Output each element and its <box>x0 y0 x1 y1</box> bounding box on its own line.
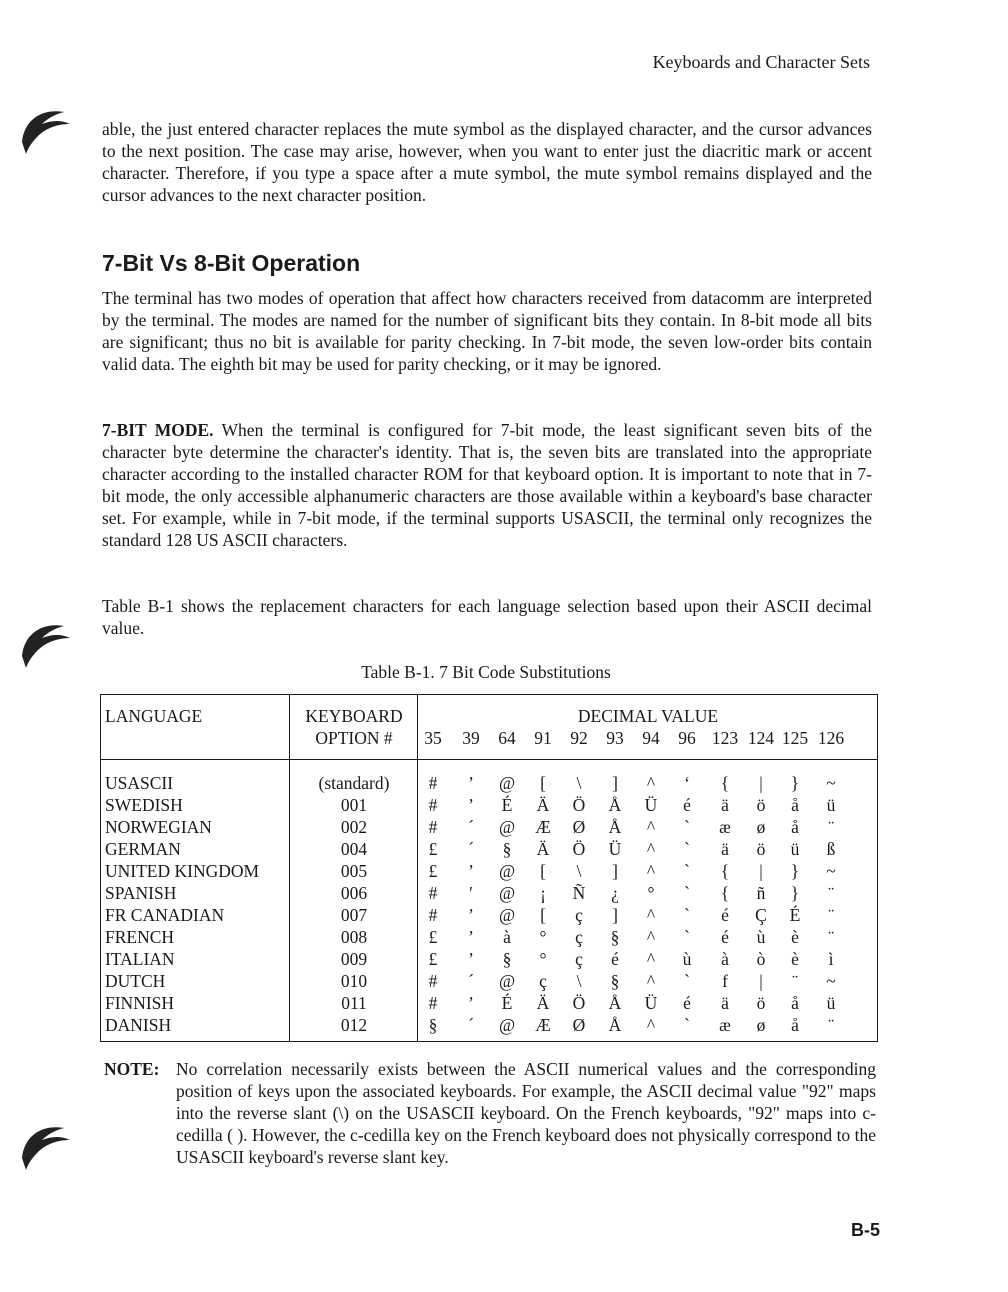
mode-paragraph-text: When the terminal is configured for 7-bit mode, the least significant seven bits of the character byte determine the character's identity. That is, the seven bits are translated into the appropriate character according to the installed character ROM for that keyboard option. It is important to note that in 7-bit mode, the only accessible alphanumeric characters are those available within a keyboard's base character set. For example, while in 7-bit mode, if the terminal supports USASCII, the terminal only recognizes the standard 128 US ASCII characters. <box>102 420 872 550</box>
char-cell-35: # <box>428 905 438 925</box>
table-row <box>101 992 879 1014</box>
char-cell-92: ç <box>575 949 583 969</box>
char-cell-96: é <box>683 993 691 1013</box>
section-heading: 7-Bit Vs 8-Bit Operation <box>102 250 361 276</box>
row-keyboard-option: 001 <box>340 795 368 815</box>
char-cell-124: ö <box>756 993 766 1013</box>
char-cell-93: ] <box>612 773 618 793</box>
char-cell-94: ^ <box>646 817 656 837</box>
char-cell-93: Å <box>608 1015 622 1035</box>
char-cell-125: ¨ <box>792 971 798 991</box>
char-cell-93: § <box>610 927 620 947</box>
char-cell-124: ñ <box>756 883 766 903</box>
running-head: Keyboards and Character Sets <box>652 52 870 72</box>
header-decimal-value: DECIMAL VALUE <box>577 706 719 726</box>
mode-runin-label: 7-BIT MODE. <box>102 420 214 440</box>
char-cell-64: É <box>501 993 513 1013</box>
decimal-column-126: 126 <box>817 728 845 748</box>
punch-hole-mark-bottom <box>18 1118 76 1178</box>
char-cell-91: [ <box>540 861 546 881</box>
header-language: LANGUAGE <box>105 706 203 726</box>
char-cell-124: ù <box>756 927 766 947</box>
char-cell-125: å <box>791 817 799 837</box>
char-cell-96: ` <box>684 1015 690 1035</box>
table-row <box>101 882 879 904</box>
char-cell-39: ’ <box>468 993 474 1013</box>
char-cell-123: ä <box>721 993 729 1013</box>
section-paragraph: The terminal has two modes of operation that affect how characters received from datacomm are interpreted by the terminal. The modes are named for the number of significant bits they contain. In 8-bit mode all bits are significant; thus no bit is available for parity checking. In 7-bit mode, the seven low-order bits contain valid data. The eighth bit may be used for parity checking, or it may be ignored. <box>102 288 872 374</box>
char-cell-124: | <box>759 773 763 793</box>
char-cell-39: ’ <box>468 949 474 969</box>
char-cell-125: å <box>791 795 799 815</box>
char-cell-92: \ <box>576 773 582 793</box>
table-row <box>101 794 879 816</box>
char-cell-94: ^ <box>646 949 656 969</box>
char-cell-96: ` <box>684 817 690 837</box>
char-cell-123: f <box>722 971 728 991</box>
char-cell-35: £ <box>428 861 438 881</box>
char-cell-92: Ö <box>572 993 586 1013</box>
table-row <box>101 970 879 992</box>
char-cell-123: é <box>721 905 729 925</box>
char-cell-126: ¨ <box>828 817 834 837</box>
row-language: USASCII <box>105 773 174 793</box>
char-cell-93: Å <box>608 795 622 815</box>
row-language: FR CANADIAN <box>105 905 225 925</box>
row-keyboard-option: 007 <box>340 905 368 925</box>
char-cell-94: Ü <box>644 795 658 815</box>
char-cell-94: ^ <box>646 861 656 881</box>
row-keyboard-option: 009 <box>340 949 368 969</box>
char-cell-123: ä <box>721 839 729 859</box>
char-cell-64: @ <box>498 1015 516 1035</box>
char-cell-93: ¿ <box>611 883 619 903</box>
header-keyboard: KEYBOARD <box>305 706 403 726</box>
char-cell-125: è <box>791 949 799 969</box>
char-cell-126: ¨ <box>828 905 834 925</box>
decimal-column-35: 35 <box>424 728 442 748</box>
char-cell-92: ç <box>575 905 583 925</box>
char-cell-39: ’ <box>468 927 474 947</box>
char-cell-124: ö <box>756 839 766 859</box>
char-cell-124: | <box>759 971 763 991</box>
char-cell-94: ^ <box>646 839 656 859</box>
char-cell-126: ~ <box>826 773 836 793</box>
char-cell-91: Æ <box>535 817 551 837</box>
row-language: UNITED KINGDOM <box>105 861 260 881</box>
row-language: SPANISH <box>105 883 177 903</box>
decimal-column-92: 92 <box>570 728 588 748</box>
char-cell-123: æ <box>719 817 731 837</box>
row-keyboard-option: 008 <box>340 927 368 947</box>
char-cell-35: £ <box>428 927 438 947</box>
char-cell-126: ¨ <box>828 1015 834 1035</box>
row-language: NORWEGIAN <box>105 817 212 837</box>
row-language: SWEDISH <box>105 795 183 815</box>
char-cell-126: ì <box>828 949 834 969</box>
table-intro-paragraph: Table B-1 shows the replacement characters for each language selection based upon their ASCII decimal value. <box>102 596 872 638</box>
row-language: GERMAN <box>105 839 181 859</box>
table-row <box>101 838 879 860</box>
char-cell-125: É <box>789 905 801 925</box>
row-keyboard-option: (standard) <box>318 773 390 793</box>
row-keyboard-option: 012 <box>340 1015 368 1035</box>
char-cell-93: é <box>611 949 619 969</box>
char-cell-92: ç <box>575 927 583 947</box>
char-cell-96: ` <box>684 971 690 991</box>
row-language: FINNISH <box>105 993 175 1013</box>
table-row <box>101 904 879 926</box>
char-cell-39: ´ <box>468 839 474 859</box>
code-substitution-table <box>100 694 878 1042</box>
char-cell-96: ù <box>682 949 692 969</box>
char-cell-39: ´ <box>468 1015 474 1035</box>
char-cell-92: Ø <box>572 817 586 837</box>
table-body <box>101 772 879 1036</box>
char-cell-91: ° <box>539 927 547 947</box>
char-cell-92: \ <box>576 861 582 881</box>
char-cell-123: à <box>721 949 729 969</box>
row-language: ITALIAN <box>105 949 175 969</box>
table-row <box>101 860 879 882</box>
char-cell-35: # <box>428 773 438 793</box>
char-cell-92: \ <box>576 971 582 991</box>
char-cell-93: ] <box>612 905 618 925</box>
char-cell-64: § <box>502 949 512 969</box>
decimal-column-64: 64 <box>498 728 516 748</box>
decimal-column-125: 125 <box>781 728 809 748</box>
row-language: DUTCH <box>105 971 166 991</box>
header-option-number: OPTION # <box>315 728 393 748</box>
char-cell-123: ä <box>721 795 729 815</box>
char-cell-96: ` <box>684 927 690 947</box>
char-cell-124: ø <box>756 1015 766 1035</box>
char-cell-64: @ <box>498 861 516 881</box>
char-cell-96: ` <box>684 905 690 925</box>
char-cell-124: ò <box>756 949 766 969</box>
char-cell-125: è <box>791 927 799 947</box>
char-cell-126: ü <box>826 993 836 1013</box>
char-cell-93: Å <box>608 817 622 837</box>
char-cell-96: ` <box>684 839 690 859</box>
char-cell-126: ~ <box>826 861 836 881</box>
decimal-column-93: 93 <box>606 728 624 748</box>
char-cell-126: ~ <box>826 971 836 991</box>
char-cell-125: ü <box>790 839 800 859</box>
char-cell-35: # <box>428 795 438 815</box>
char-cell-123: { <box>720 861 730 881</box>
char-cell-93: ] <box>612 861 618 881</box>
char-cell-91: ¡ <box>540 883 546 903</box>
decimal-column-39: 39 <box>462 728 480 748</box>
row-keyboard-option: 011 <box>341 993 367 1013</box>
char-cell-39: ´ <box>468 817 474 837</box>
char-cell-93: Ü <box>608 839 622 859</box>
char-cell-92: Ñ <box>572 883 586 903</box>
char-cell-94: ^ <box>646 1015 656 1035</box>
char-cell-126: ß <box>826 839 836 859</box>
char-cell-91: Æ <box>535 1015 551 1035</box>
char-cell-94: Ü <box>644 993 658 1013</box>
table-row <box>101 948 879 970</box>
char-cell-91: ° <box>539 949 547 969</box>
char-cell-39: ’ <box>468 795 474 815</box>
char-cell-123: { <box>720 883 730 903</box>
char-cell-91: [ <box>540 905 546 925</box>
table-caption: Table B-1. 7 Bit Code Substitutions <box>361 662 611 682</box>
char-cell-96: ‘ <box>684 773 690 793</box>
char-cell-64: § <box>502 839 512 859</box>
row-keyboard-option: 005 <box>340 861 368 881</box>
decimal-column-124: 124 <box>747 728 775 748</box>
row-keyboard-option: 006 <box>340 883 368 903</box>
punch-hole-mark-top <box>18 102 76 162</box>
table-row <box>101 1014 879 1036</box>
row-language: DANISH <box>105 1015 172 1035</box>
char-cell-92: Ö <box>572 795 586 815</box>
char-cell-94: ^ <box>646 905 656 925</box>
char-cell-125: å <box>791 993 799 1013</box>
char-cell-91: Ä <box>536 795 550 815</box>
char-cell-64: @ <box>498 773 516 793</box>
char-cell-35: # <box>428 883 438 903</box>
decimal-column-headers <box>419 727 879 749</box>
char-cell-39: ´ <box>468 971 474 991</box>
table-row <box>101 926 879 948</box>
char-cell-91: Ä <box>536 993 550 1013</box>
decimal-column-123: 123 <box>711 728 739 748</box>
char-cell-64: É <box>501 795 513 815</box>
char-cell-39: ′ <box>469 883 473 903</box>
char-cell-39: ’ <box>468 861 474 881</box>
char-cell-35: # <box>428 971 438 991</box>
char-cell-126: ¨ <box>828 927 834 947</box>
decimal-column-94: 94 <box>642 728 660 748</box>
char-cell-64: à <box>503 927 511 947</box>
char-cell-126: ü <box>826 795 836 815</box>
char-cell-125: } <box>790 883 800 903</box>
char-cell-64: @ <box>498 817 516 837</box>
char-cell-91: [ <box>540 773 546 793</box>
char-cell-92: Ö <box>572 839 586 859</box>
char-cell-125: } <box>790 773 800 793</box>
note-label: NOTE: <box>104 1059 160 1079</box>
char-cell-64: @ <box>498 971 516 991</box>
char-cell-124: | <box>759 861 763 881</box>
char-cell-91: ç <box>539 971 547 991</box>
char-cell-39: ’ <box>468 773 474 793</box>
char-cell-96: ` <box>684 883 690 903</box>
row-keyboard-option: 004 <box>340 839 368 859</box>
char-cell-39: ’ <box>468 905 474 925</box>
char-cell-124: ö <box>756 795 766 815</box>
note-text: No correlation necessarily exists between the ASCII numerical values and the corresponding position of keys upon the associated keyboards. For example, the ASCII decimal value "92" maps into the reverse slant (\) on the USASCII keyboard. On the French keyboards, "92" maps into c-cedilla ( ). However, the c-cedilla key on the French keyboard does not physically correspond to the USASCII keyboard's reverse slant key. <box>176 1059 876 1167</box>
char-cell-125: } <box>790 861 800 881</box>
mode-paragraph <box>102 419 872 551</box>
char-cell-126: ¨ <box>828 883 834 903</box>
char-cell-123: { <box>720 773 730 793</box>
row-language: FRENCH <box>105 927 175 947</box>
char-cell-35: £ <box>428 839 438 859</box>
char-cell-35: £ <box>428 949 438 969</box>
char-cell-35: § <box>428 1015 438 1035</box>
char-cell-125: å <box>791 1015 799 1035</box>
page-number: B-5 <box>850 1220 880 1240</box>
char-cell-94: ^ <box>646 927 656 947</box>
char-cell-35: # <box>428 817 438 837</box>
table-row <box>101 772 879 794</box>
table-header-divider <box>101 759 877 760</box>
char-cell-123: æ <box>719 1015 731 1035</box>
char-cell-93: Å <box>608 993 622 1013</box>
decimal-column-96: 96 <box>678 728 696 748</box>
intro-paragraph: able, the just entered character replaces the mute symbol as the displayed character, and the cursor advances to the next position. The case may arise, however, when you want to enter just the diacritic mark or accent character. Therefore, if you type a space after a mute symbol, the mute symbol remains displayed and the cursor advances to the next character position. <box>102 119 872 205</box>
char-cell-96: é <box>683 795 691 815</box>
char-cell-124: Ç <box>755 905 767 925</box>
decimal-column-91: 91 <box>534 728 552 748</box>
char-cell-94: ^ <box>646 971 656 991</box>
table-row <box>101 816 879 838</box>
char-cell-124: ø <box>756 817 766 837</box>
char-cell-64: @ <box>498 883 516 903</box>
char-cell-93: § <box>610 971 620 991</box>
char-cell-94: ^ <box>646 773 656 793</box>
char-cell-35: # <box>428 993 438 1013</box>
char-cell-91: Ä <box>536 839 550 859</box>
char-cell-94: ° <box>647 883 655 903</box>
char-cell-96: ` <box>684 861 690 881</box>
row-keyboard-option: 002 <box>340 817 368 837</box>
char-cell-92: Ø <box>572 1015 586 1035</box>
char-cell-123: é <box>721 927 729 947</box>
row-keyboard-option: 010 <box>340 971 368 991</box>
char-cell-64: @ <box>498 905 516 925</box>
